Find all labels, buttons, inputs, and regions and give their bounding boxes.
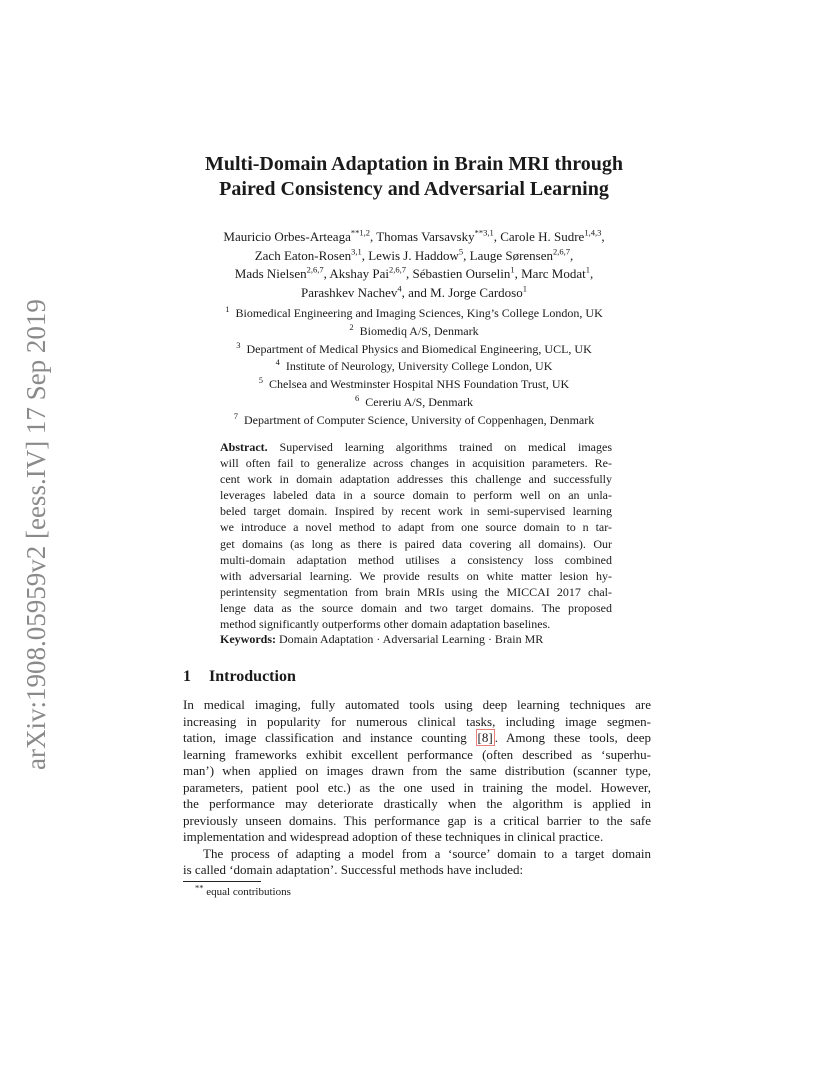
paragraph-text: the performance may deteriorate drastically when the algorithm is applied in bbox=[183, 796, 651, 812]
paragraph-line bbox=[183, 796, 651, 813]
author-name: Thomas Varsavsky bbox=[376, 229, 475, 244]
author-name: Akshay Pai bbox=[329, 266, 390, 281]
abstract-text: leverages labeled data in a source domain to perform well on an unla- bbox=[220, 488, 612, 503]
author-separator: , bbox=[369, 229, 377, 244]
author-line bbox=[150, 247, 678, 266]
author bbox=[255, 248, 369, 263]
paragraph-line bbox=[183, 697, 651, 714]
paragraph-line bbox=[183, 780, 651, 797]
author-separator: , bbox=[323, 266, 330, 281]
abstract-text: will often fail to generalize across changes in acquisition parameters. Re- bbox=[220, 456, 612, 471]
paragraph-line bbox=[183, 714, 651, 731]
section-number: 1 bbox=[183, 668, 191, 685]
author-line bbox=[150, 284, 678, 303]
author-name: Carole H. Sudre bbox=[500, 229, 585, 244]
author bbox=[376, 229, 500, 244]
author-affil-mark: 2,6,7 bbox=[553, 246, 571, 257]
abstract-text: Supervised learning algorithms trained on medical images bbox=[267, 440, 612, 454]
author-separator: , bbox=[361, 247, 369, 263]
author-affil-mark: 1,4,3 bbox=[584, 227, 602, 238]
paragraph-text: The process of adapting a model from a ‘source’ domain to a target domain bbox=[203, 845, 651, 861]
author-separator: , and bbox=[401, 284, 431, 300]
paragraph-text: implementation and widespread adoption of these techniques in clinical practice. bbox=[183, 829, 604, 845]
affiliation bbox=[150, 394, 678, 412]
abstract-line bbox=[220, 519, 612, 535]
author-separator: , bbox=[589, 266, 594, 281]
affiliation-text: Cereriu A/S, Denmark bbox=[365, 394, 473, 409]
paper-title bbox=[100, 152, 728, 202]
author-affil-mark: 1 bbox=[522, 283, 527, 294]
abstract-line bbox=[220, 503, 612, 519]
author bbox=[521, 266, 593, 281]
affiliation-text: Department of Medical Physics and Biomedical Engineering, UCL, UK bbox=[246, 341, 592, 356]
affiliation bbox=[150, 412, 678, 430]
abstract-text: lenge data as the source domain and two target domains. The proposed bbox=[220, 600, 612, 615]
abstract-line bbox=[220, 439, 612, 455]
abstract-text: multi-domain adaptation method utilises a consistency loss combined bbox=[220, 552, 612, 567]
author bbox=[470, 248, 574, 263]
paragraph-line bbox=[183, 813, 651, 830]
affiliation-text: Department of Computer Science, University of Coppenhagen, Denmark bbox=[244, 412, 595, 427]
author bbox=[500, 229, 604, 244]
author-list bbox=[150, 228, 678, 302]
abstract-line bbox=[220, 568, 612, 584]
paragraph-line bbox=[183, 763, 651, 780]
author-name: Parashkev Nachev bbox=[301, 284, 398, 300]
keywords bbox=[220, 632, 543, 647]
abstract-text: get domains (as long as there is paired data covering all domains). Our bbox=[220, 536, 612, 551]
affiliation-text: Chelsea and Westminster Hospital NHS Foundation Trust, UK bbox=[269, 377, 570, 392]
abstract-line bbox=[220, 471, 612, 487]
paragraph-text: tation, image classification and instance counting bbox=[183, 730, 476, 746]
affiliation-list bbox=[150, 305, 678, 430]
author-affil-mark: 1 bbox=[585, 264, 590, 275]
paragraph-text: . Among these tools, deep bbox=[494, 730, 651, 746]
abstract-text: with adversarial learning. We provide results on white matter lesion hy- bbox=[220, 568, 612, 583]
paragraph-line bbox=[183, 829, 651, 846]
affiliation-number: 5 bbox=[258, 375, 264, 386]
author-separator: , bbox=[463, 247, 470, 263]
section-title: Introduction bbox=[209, 668, 296, 685]
affiliation-number: 2 bbox=[349, 321, 354, 332]
paragraph-text: parameters, patient pool etc.) as the one used in training the model. However, bbox=[183, 779, 651, 795]
affiliation bbox=[150, 358, 678, 376]
footnote bbox=[195, 882, 291, 898]
affiliation-number: 4 bbox=[275, 357, 280, 368]
affiliation bbox=[150, 305, 678, 323]
section-heading bbox=[183, 668, 296, 686]
author-separator: , bbox=[570, 247, 574, 263]
abstract-line bbox=[220, 600, 612, 616]
abstract-text: we introduce a novel method to adapt from one source domain to n tar- bbox=[220, 520, 612, 535]
footnote-mark: ** bbox=[195, 882, 204, 893]
author-name: Mauricio Orbes-Arteaga bbox=[223, 229, 351, 244]
author-name: Mads Nielsen bbox=[234, 266, 307, 281]
footnote-text: equal contributions bbox=[203, 886, 291, 898]
affiliation-number: 3 bbox=[236, 339, 241, 350]
abstract-text: perintensity segmentation from brain MRIs using the MICCAI 2017 chal- bbox=[220, 584, 612, 599]
author-affil-mark: **1,2 bbox=[350, 227, 370, 238]
author-affil-mark: 1 bbox=[510, 264, 515, 275]
abstract bbox=[220, 439, 612, 632]
author-name: Lauge Sørensen bbox=[469, 247, 554, 263]
author bbox=[301, 285, 430, 300]
author bbox=[329, 266, 412, 281]
paragraph-text: is called ‘domain adaptation’. Successful methods have included: bbox=[183, 862, 524, 878]
affiliation-number: 6 bbox=[355, 392, 360, 403]
affiliation-text: Biomedical Engineering and Imaging Sciences, King’s College London, UK bbox=[235, 306, 603, 320]
author-name: Sébastien Ourselin bbox=[412, 266, 511, 281]
abstract-line bbox=[220, 536, 612, 552]
affiliation-text: Biomediq A/S, Denmark bbox=[359, 323, 479, 338]
abstract-line bbox=[220, 552, 612, 568]
abstract-text: cent work in domain adaptation addresses this challenge and successfully bbox=[220, 472, 612, 487]
author bbox=[413, 266, 522, 281]
author bbox=[430, 285, 527, 300]
abstract-label: Abstract. bbox=[220, 440, 268, 454]
abstract-line bbox=[220, 455, 612, 471]
author bbox=[368, 248, 469, 263]
author-separator: , bbox=[493, 229, 501, 244]
author-affil-mark: 4 bbox=[397, 283, 402, 294]
affiliation bbox=[150, 341, 678, 359]
author-affil-mark: 2,6,7 bbox=[306, 264, 324, 275]
arxiv-stamp: arXiv:1908.05959v2 [eess.IV] 17 Sep 2019 bbox=[21, 299, 51, 770]
affiliation-number: 7 bbox=[233, 410, 238, 421]
author bbox=[235, 266, 330, 281]
paragraph-line bbox=[183, 747, 651, 764]
author bbox=[223, 229, 376, 244]
keywords-text: Domain Adaptation · Adversarial Learning · Brain MR bbox=[276, 632, 544, 646]
title-line: Multi-Domain Adaptation in Brain MRI through bbox=[204, 153, 624, 175]
author-affil-mark: 3,1 bbox=[351, 246, 362, 257]
paragraph-text: In medical imaging, fully automated tools using deep learning techniques are bbox=[183, 697, 651, 712]
paragraph-line bbox=[183, 730, 651, 747]
affiliation bbox=[150, 376, 678, 394]
title-line: Paired Consistency and Adversarial Learning bbox=[219, 178, 609, 200]
author-affil-mark: 5 bbox=[458, 246, 464, 257]
author-name: M. Jorge Cardoso bbox=[430, 284, 523, 300]
author-name: Marc Modat bbox=[521, 266, 586, 281]
author-line bbox=[150, 265, 678, 284]
paragraph-text: learning frameworks exhibit excellent performance (often described as ‘superhu- bbox=[183, 746, 651, 762]
paragraph-line bbox=[183, 862, 651, 879]
abstract-text: method significantly outperforms other domain adaptation baselines. bbox=[220, 617, 551, 632]
author-separator: , bbox=[514, 266, 522, 281]
abstract-line bbox=[220, 616, 612, 632]
abstract-line bbox=[220, 584, 612, 600]
author-name: Lewis J. Haddow bbox=[368, 247, 459, 263]
author-name: Zach Eaton-Rosen bbox=[254, 247, 352, 263]
keywords-label: Keywords: bbox=[220, 632, 276, 646]
affiliation-text: Institute of Neurology, University College London, UK bbox=[285, 359, 553, 374]
author-separator: , bbox=[601, 229, 605, 244]
affiliation bbox=[150, 323, 678, 341]
body-text bbox=[183, 697, 651, 879]
paragraph-line bbox=[183, 846, 651, 863]
paragraph-text: previously unseen domains. This performance gap is a critical barrier to the safe bbox=[183, 812, 651, 828]
abstract-line bbox=[220, 487, 612, 503]
author-line bbox=[150, 228, 678, 247]
author-separator: , bbox=[406, 266, 413, 281]
abstract-text: beled target domain. Inspired by recent work in semi-supervised learning bbox=[220, 504, 612, 519]
citation-link[interactable]: [8] bbox=[477, 730, 493, 746]
author-affil-mark: 2,6,7 bbox=[389, 264, 407, 275]
affiliation-number: 1 bbox=[225, 304, 230, 314]
author-affil-mark: **3,1 bbox=[474, 227, 494, 238]
paragraph-text: increasing in popularity for numerous clinical tasks, including image segmen- bbox=[183, 713, 651, 729]
paragraph-text: man’) when applied on images drawn from the same distribution (scanner type, bbox=[183, 763, 651, 779]
